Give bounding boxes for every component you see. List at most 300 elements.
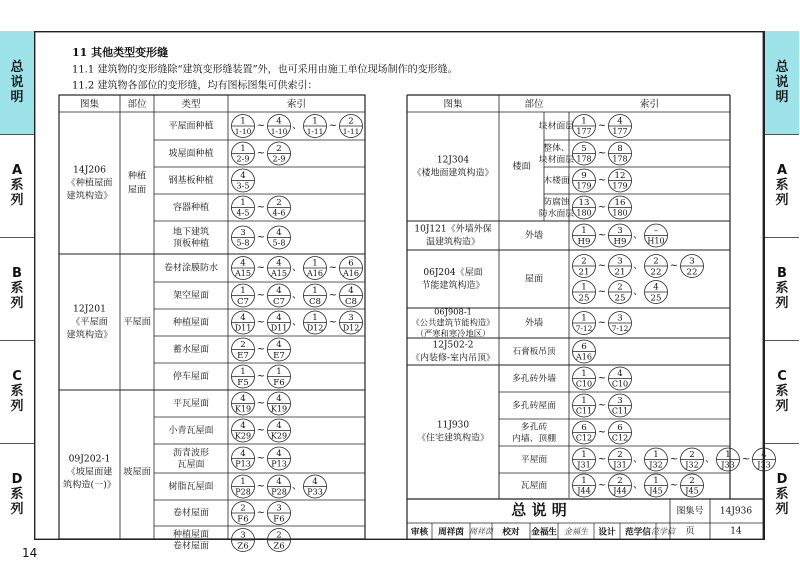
index-sheet: P13 xyxy=(271,459,287,469)
index-sheet: J44 xyxy=(613,486,627,496)
signature-role: 金福生 xyxy=(531,527,557,538)
index-sheet: H10 xyxy=(647,236,665,246)
paragraph-2: 11.2 建筑物各部位的变形缝，均有图标图集可供索引： xyxy=(72,80,318,92)
index-sheet: H9 xyxy=(577,236,591,247)
header-part: 部位 xyxy=(524,99,544,110)
index-sheet: 178 xyxy=(612,154,628,164)
index-number: 2 xyxy=(240,503,246,514)
atlas-name: 建筑构造》 xyxy=(66,190,113,202)
index-sheet: J45 xyxy=(649,486,663,496)
part-name: 外墙 xyxy=(524,317,544,329)
tab-left-0[interactable] xyxy=(0,31,34,134)
index-joiner: ~ xyxy=(597,230,607,241)
index-number: 3 xyxy=(689,256,695,267)
atlas-name: 11J930 xyxy=(436,420,470,431)
tab-char: 明 xyxy=(775,90,789,105)
index-sheet: 21 xyxy=(614,267,626,278)
index-number: 2 xyxy=(240,339,246,350)
index-sheet: D11 xyxy=(270,323,288,333)
index-sheet: Z6 xyxy=(237,541,249,552)
index-sheet: 5-8 xyxy=(272,238,286,248)
atlas-name: 10J121《外墙外保 xyxy=(414,224,492,235)
index-sheet: A16 xyxy=(307,268,323,278)
tab-separator xyxy=(765,237,799,238)
tab-char: C xyxy=(12,369,22,384)
tab-char: C xyxy=(777,369,787,384)
index-sheet: 5-8 xyxy=(236,238,250,248)
type-name: 树脂瓦屋面 xyxy=(168,482,214,492)
index-number: 6 xyxy=(581,422,587,433)
type-name: 容器种植 xyxy=(172,203,210,213)
tab-right-4[interactable] xyxy=(765,443,799,546)
index-sheet: J32 xyxy=(685,460,699,470)
tab-char: 总 xyxy=(10,60,24,75)
index-number: 2 xyxy=(689,475,695,486)
signature: 金福生 xyxy=(564,527,588,536)
index-joiner: ~ xyxy=(597,260,607,272)
index-sheet: A16 xyxy=(343,268,359,278)
index-sheet: 1-10 xyxy=(270,126,288,136)
index-joiner: 、 xyxy=(292,317,302,328)
tab-separator xyxy=(765,443,799,444)
index-joiner: ~ xyxy=(328,317,338,328)
index-sheet: C12 xyxy=(611,433,629,443)
tab-left-3[interactable] xyxy=(0,340,34,443)
tab-char: 系 xyxy=(775,384,789,399)
index-number: 1 xyxy=(581,313,587,324)
index-number: 2 xyxy=(689,449,695,460)
index-joiner: ~ xyxy=(328,262,338,274)
page-value: 14 xyxy=(730,526,742,537)
index-sheet: 7-12 xyxy=(575,323,593,333)
index-sheet: D12 xyxy=(306,323,324,333)
index-joiner: ~ xyxy=(597,454,607,465)
index-number: 4 xyxy=(653,282,659,293)
atlas-name: 《住宅建筑构造》 xyxy=(416,433,490,444)
atlas-name: 《坡屋面建 xyxy=(66,466,113,478)
type-name: 小青瓦屋面 xyxy=(168,426,214,436)
index-number: 4 xyxy=(761,449,767,460)
atlas-name: 《楼地面建筑构造》 xyxy=(412,168,494,179)
index-sheet: E7 xyxy=(273,350,285,361)
type-name: 瓦屋面 xyxy=(520,481,548,491)
index-number: 3 xyxy=(617,225,623,236)
type-name: 沥青波形 xyxy=(172,448,210,459)
tab-separator xyxy=(765,340,799,341)
index-sheet: C7 xyxy=(236,296,250,307)
part-name: 屋面 xyxy=(127,184,147,196)
index-sheet: 4-6 xyxy=(272,208,286,218)
index-number: 2 xyxy=(276,143,282,154)
index-sheet: J45 xyxy=(685,486,699,496)
index-joiner: ~ xyxy=(328,290,338,301)
atlas-name: 《平屋面 xyxy=(71,316,108,328)
index-joiner: ~ xyxy=(597,373,607,384)
index-sheet: J31 xyxy=(577,460,591,470)
index-joiner: ~ xyxy=(597,286,607,298)
type-name: 木楼面 xyxy=(543,176,570,186)
index-sheet: K29 xyxy=(270,431,288,441)
index-number: 2 xyxy=(617,282,623,293)
index-sheet: P33 xyxy=(307,487,323,497)
index-number: 6 xyxy=(617,422,623,433)
index-number: – xyxy=(653,225,659,236)
header-atlas: 图集 xyxy=(79,99,100,110)
index-sheet: C11 xyxy=(575,406,593,416)
index-number: 4 xyxy=(312,476,318,487)
part-name: 石膏板吊顶 xyxy=(512,347,556,357)
tab-char: 系 xyxy=(10,384,24,399)
index-number: 2 xyxy=(348,116,354,127)
index-joiner: ~ xyxy=(597,400,607,411)
index-number: 1 xyxy=(312,258,318,269)
tab-char: 系 xyxy=(775,487,789,502)
tab-left-1[interactable] xyxy=(0,134,34,237)
type-name: 种植屋面 xyxy=(172,529,210,540)
part-name: 外墙 xyxy=(524,230,544,241)
index-sheet: P28 xyxy=(235,487,251,497)
index-number: 4 xyxy=(276,476,282,487)
index-number: 13 xyxy=(578,197,590,208)
index-number: 4 xyxy=(617,116,623,127)
index-joiner: ~ xyxy=(256,262,266,274)
tab-left-2[interactable] xyxy=(0,237,34,340)
type-name: 多孔砖 xyxy=(520,422,548,433)
tab-char: 列 xyxy=(10,399,24,414)
tab-char: B xyxy=(777,266,787,281)
index-number: 2 xyxy=(581,256,587,267)
index-number: 4 xyxy=(276,227,282,238)
index-joiner: ~ xyxy=(669,454,679,465)
index-sheet: 180 xyxy=(612,208,628,218)
index-joiner: ~ xyxy=(256,371,266,382)
index-number: 2 xyxy=(617,449,623,460)
index-sheet: 3-5 xyxy=(236,181,250,191)
index-joiner: ~ xyxy=(256,534,266,546)
index-sheet: K19 xyxy=(270,404,288,414)
index-sheet: C10 xyxy=(611,379,629,389)
index-sheet: F6 xyxy=(273,377,285,388)
index-number: 4 xyxy=(276,393,282,404)
index-number: 4 xyxy=(276,420,282,431)
index-sheet: C7 xyxy=(272,296,286,307)
index-joiner: ~ xyxy=(741,454,751,465)
index-number: 3 xyxy=(240,227,246,238)
index-joiner: 、 xyxy=(633,230,643,241)
tab-char: D xyxy=(776,472,788,487)
index-number: 1 xyxy=(581,116,587,127)
tab-char: 说 xyxy=(10,75,24,90)
index-number: 4 xyxy=(240,170,246,181)
index-sheet: A15 xyxy=(235,268,251,278)
type-name: 平屋面种植 xyxy=(168,121,214,132)
left-category-tabs xyxy=(0,31,35,540)
index-sheet: C8 xyxy=(308,296,322,307)
type-name: 顶板种植 xyxy=(172,238,210,249)
tab-char: D xyxy=(11,472,23,487)
index-number: 3 xyxy=(617,395,623,406)
type-name: 地下建筑 xyxy=(172,227,210,238)
index-number: 2 xyxy=(276,530,282,541)
part-name: 坡屋面 xyxy=(123,466,151,478)
index-joiner: ~ xyxy=(256,290,266,301)
index-number: 1 xyxy=(312,285,318,296)
signature-role: 审核 xyxy=(410,527,429,538)
index-number: 1 xyxy=(312,116,318,127)
index-sheet: F5 xyxy=(237,377,249,388)
index-number: 1 xyxy=(240,116,246,127)
type-name: 瓦屋面 xyxy=(177,459,205,470)
index-number: 1 xyxy=(653,475,659,486)
tab-separator xyxy=(0,237,34,238)
header-ref: 索引 xyxy=(639,99,660,110)
type-name: 平屋面 xyxy=(520,455,548,465)
index-number: 2 xyxy=(617,475,623,486)
index-number: 4 xyxy=(240,258,246,269)
type-name: 多孔砖屋面 xyxy=(512,401,556,411)
type-name: 块材面层 xyxy=(538,154,575,165)
index-joiner: ~ xyxy=(256,148,266,159)
index-joiner: ~ xyxy=(597,120,607,132)
signature-role: 设计 xyxy=(598,527,616,538)
page-label: 页 xyxy=(685,526,695,537)
index-joiner: ~ xyxy=(256,507,266,519)
index-sheet: F6 xyxy=(237,514,249,525)
index-sheet: D12 xyxy=(342,323,360,333)
index-sheet: J31 xyxy=(613,460,627,470)
paragraph-1: 11.1 建筑物的变形缝除“建筑变形缝装置”外，也可采用由施工单位现场制作的变形缝。 xyxy=(72,64,458,76)
type-name: 防腐蚀 xyxy=(543,197,570,208)
index-sheet: A16 xyxy=(576,352,592,362)
index-sheet: J33 xyxy=(721,460,735,470)
tab-char: A xyxy=(776,163,788,178)
index-sheet: F6 xyxy=(273,514,285,525)
index-sheet: C11 xyxy=(611,406,629,416)
type-name: 卷材涂膜防水 xyxy=(163,263,219,274)
index-joiner: ~ xyxy=(256,120,266,132)
index-sheet: 177 xyxy=(612,126,628,136)
tab-separator xyxy=(0,134,34,135)
tab-left-4[interactable] xyxy=(0,443,34,546)
type-name: 多孔砖外墙 xyxy=(512,374,556,384)
atlas-name: 筑构造(一)》 xyxy=(62,479,117,491)
index-joiner: 、 xyxy=(292,481,302,492)
index-number: 4 xyxy=(276,448,282,459)
index-joiner: 、 xyxy=(633,480,643,491)
index-number: 4 xyxy=(240,420,246,431)
tab-char: 列 xyxy=(775,193,789,208)
atlas-name: 06J908-1 xyxy=(434,306,472,317)
type-name: 坡屋面种植 xyxy=(168,149,214,159)
signature-role: 校对 xyxy=(502,527,520,538)
type-name: 卷材屋面 xyxy=(172,541,210,552)
index-number: 4 xyxy=(240,393,246,404)
signature: 周祥茵 xyxy=(469,527,493,536)
index-joiner: ~ xyxy=(256,317,266,328)
signature-role: 范学信 xyxy=(625,527,651,538)
type-name: 平瓦屋面 xyxy=(172,399,210,409)
signature-role: 周祥茵 xyxy=(438,527,464,538)
type-name: 卷材屋面 xyxy=(172,508,210,519)
index-sheet: D11 xyxy=(234,323,252,333)
index-number: 4 xyxy=(276,116,282,127)
index-sheet: C8 xyxy=(344,296,358,307)
index-sheet: 1-10 xyxy=(234,126,252,136)
tab-separator xyxy=(765,134,799,135)
atlas-name: 温建筑构造》 xyxy=(425,237,481,248)
index-sheet: 25 xyxy=(614,293,626,304)
atlas-name: 12J201 xyxy=(73,303,106,315)
index-sheet: P13 xyxy=(235,459,251,469)
index-number: 4 xyxy=(276,258,282,269)
index-sheet: 7-12 xyxy=(611,323,629,333)
atlas-name: 《种植屋面 xyxy=(66,177,113,189)
index-joiner: ~ xyxy=(597,480,607,491)
header-ref: 索引 xyxy=(286,99,307,110)
header-part: 部位 xyxy=(127,99,147,110)
tab-right-1[interactable] xyxy=(765,134,799,237)
index-joiner: ~ xyxy=(256,202,266,213)
index-number: 1 xyxy=(581,475,587,486)
header-type: 类型 xyxy=(181,99,201,110)
index-sheet: J44 xyxy=(577,486,591,496)
index-sheet: 178 xyxy=(576,154,592,164)
type-name: 块材面层 xyxy=(538,121,575,132)
index-sheet: 179 xyxy=(576,181,592,191)
index-number: 1 xyxy=(581,449,587,460)
index-sheet: A15 xyxy=(271,268,287,278)
tab-right-3[interactable] xyxy=(765,340,799,443)
tab-right-2[interactable] xyxy=(765,237,799,340)
index-number: 1 xyxy=(312,312,318,323)
index-joiner: 、 xyxy=(633,454,643,465)
atlas-name: 《内装修-室内吊顶》 xyxy=(410,353,496,364)
index-sheet: Z6 xyxy=(273,541,285,552)
index-number: 3 xyxy=(348,312,354,323)
index-joiner: ~ xyxy=(256,453,266,464)
index-sheet: 21 xyxy=(578,267,590,278)
atlas-number-label: 图集号 xyxy=(676,506,704,517)
index-sheet: K29 xyxy=(234,431,252,441)
index-number: 1 xyxy=(240,143,246,154)
index-joiner: ~ xyxy=(597,175,607,186)
part-name: 平屋面 xyxy=(123,316,151,328)
index-joiner: 、 xyxy=(633,286,643,298)
index-joiner: 、 xyxy=(633,260,643,272)
tab-char: 系 xyxy=(775,281,789,296)
tab-char: 列 xyxy=(10,502,24,517)
tab-right-0[interactable] xyxy=(765,31,799,134)
type-name: 防水面层 xyxy=(538,208,575,219)
index-sheet: 1-11 xyxy=(306,126,324,136)
atlas-name: 建筑构造》 xyxy=(66,329,113,341)
index-joiner: ~ xyxy=(597,148,607,159)
index-number: 4 xyxy=(348,285,354,296)
index-number: 12 xyxy=(614,170,626,181)
index-joiner: ~ xyxy=(669,260,679,272)
index-number: 1 xyxy=(581,225,587,236)
index-joiner: ~ xyxy=(256,425,266,436)
index-sheet: H9 xyxy=(613,236,627,247)
index-sheet: 4-5 xyxy=(236,208,250,218)
page-number: 14 xyxy=(22,546,38,560)
index-number: 4 xyxy=(240,448,246,459)
signature: 范学信 xyxy=(651,527,675,536)
index-number: 3 xyxy=(617,313,623,324)
index-number: 1 xyxy=(276,366,282,377)
part-name: 楼面 xyxy=(512,161,531,172)
section-heading: 11 其他类型变形缝 xyxy=(72,46,169,59)
type-name: 种植屋面 xyxy=(172,318,210,328)
index-joiner: ~ xyxy=(597,317,607,329)
index-joiner: ~ xyxy=(328,120,338,132)
index-sheet: 22 xyxy=(650,267,662,278)
index-number: 9 xyxy=(581,170,587,181)
index-number: 1 xyxy=(240,476,246,487)
atlas-name: 14J206 xyxy=(73,164,106,176)
index-sheet: 179 xyxy=(612,181,628,191)
index-number: 1 xyxy=(240,285,246,296)
index-sheet: 22 xyxy=(686,267,698,278)
tab-char: 列 xyxy=(10,296,24,311)
tab-char: 系 xyxy=(10,487,24,502)
index-number: 16 xyxy=(614,197,626,208)
index-sheet: C12 xyxy=(575,433,593,443)
drawing-title: 总 说 明 xyxy=(511,501,567,519)
index-number: 2 xyxy=(653,256,659,267)
index-number: 3 xyxy=(240,530,246,541)
type-name: 内墙、顶棚 xyxy=(512,433,556,444)
index-sheet: 177 xyxy=(576,126,592,136)
type-name: 停车屋面 xyxy=(172,372,210,382)
atlas-name: 12J502-2 xyxy=(432,340,474,351)
index-joiner: ~ xyxy=(597,427,607,438)
tab-char: 列 xyxy=(775,502,789,517)
index-number: 1 xyxy=(581,395,587,406)
drawing-frame xyxy=(34,31,771,552)
type-name: 架空屋面 xyxy=(172,291,210,301)
index-sheet: P28 xyxy=(271,487,287,497)
index-number: 2 xyxy=(276,197,282,208)
atlas-name: 09J202-1 xyxy=(68,453,111,465)
atlas-name: （严寒和寒冷地区） xyxy=(415,328,491,339)
type-name: 整体、 xyxy=(543,143,570,154)
index-joiner: ~ xyxy=(256,232,266,243)
index-sheet: 25 xyxy=(578,293,590,304)
index-joiner: ~ xyxy=(256,398,266,409)
tab-char: 系 xyxy=(10,281,24,296)
index-joiner: 、 xyxy=(292,262,302,274)
index-number: 4 xyxy=(276,312,282,323)
index-joiner: 、 xyxy=(292,290,302,301)
atlas-name: 06J204《屋面 xyxy=(423,268,483,278)
index-number: 1 xyxy=(581,282,587,293)
tab-char: 系 xyxy=(775,178,789,193)
index-joiner: 、 xyxy=(292,120,302,132)
tab-char: B xyxy=(12,266,22,281)
index-joiner: 、 xyxy=(705,454,715,465)
part-name: 种植 xyxy=(127,170,147,182)
part-name: 屋面 xyxy=(524,273,544,285)
tab-separator xyxy=(0,340,34,341)
tab-char: 总 xyxy=(775,60,789,75)
atlas-name: 《公共建筑节能构造》 xyxy=(411,317,495,328)
index-joiner: ~ xyxy=(256,481,266,492)
index-number: 4 xyxy=(276,339,282,350)
index-sheet: K19 xyxy=(234,404,252,414)
header-atlas: 图集 xyxy=(443,99,463,110)
tab-char: A xyxy=(11,163,23,178)
